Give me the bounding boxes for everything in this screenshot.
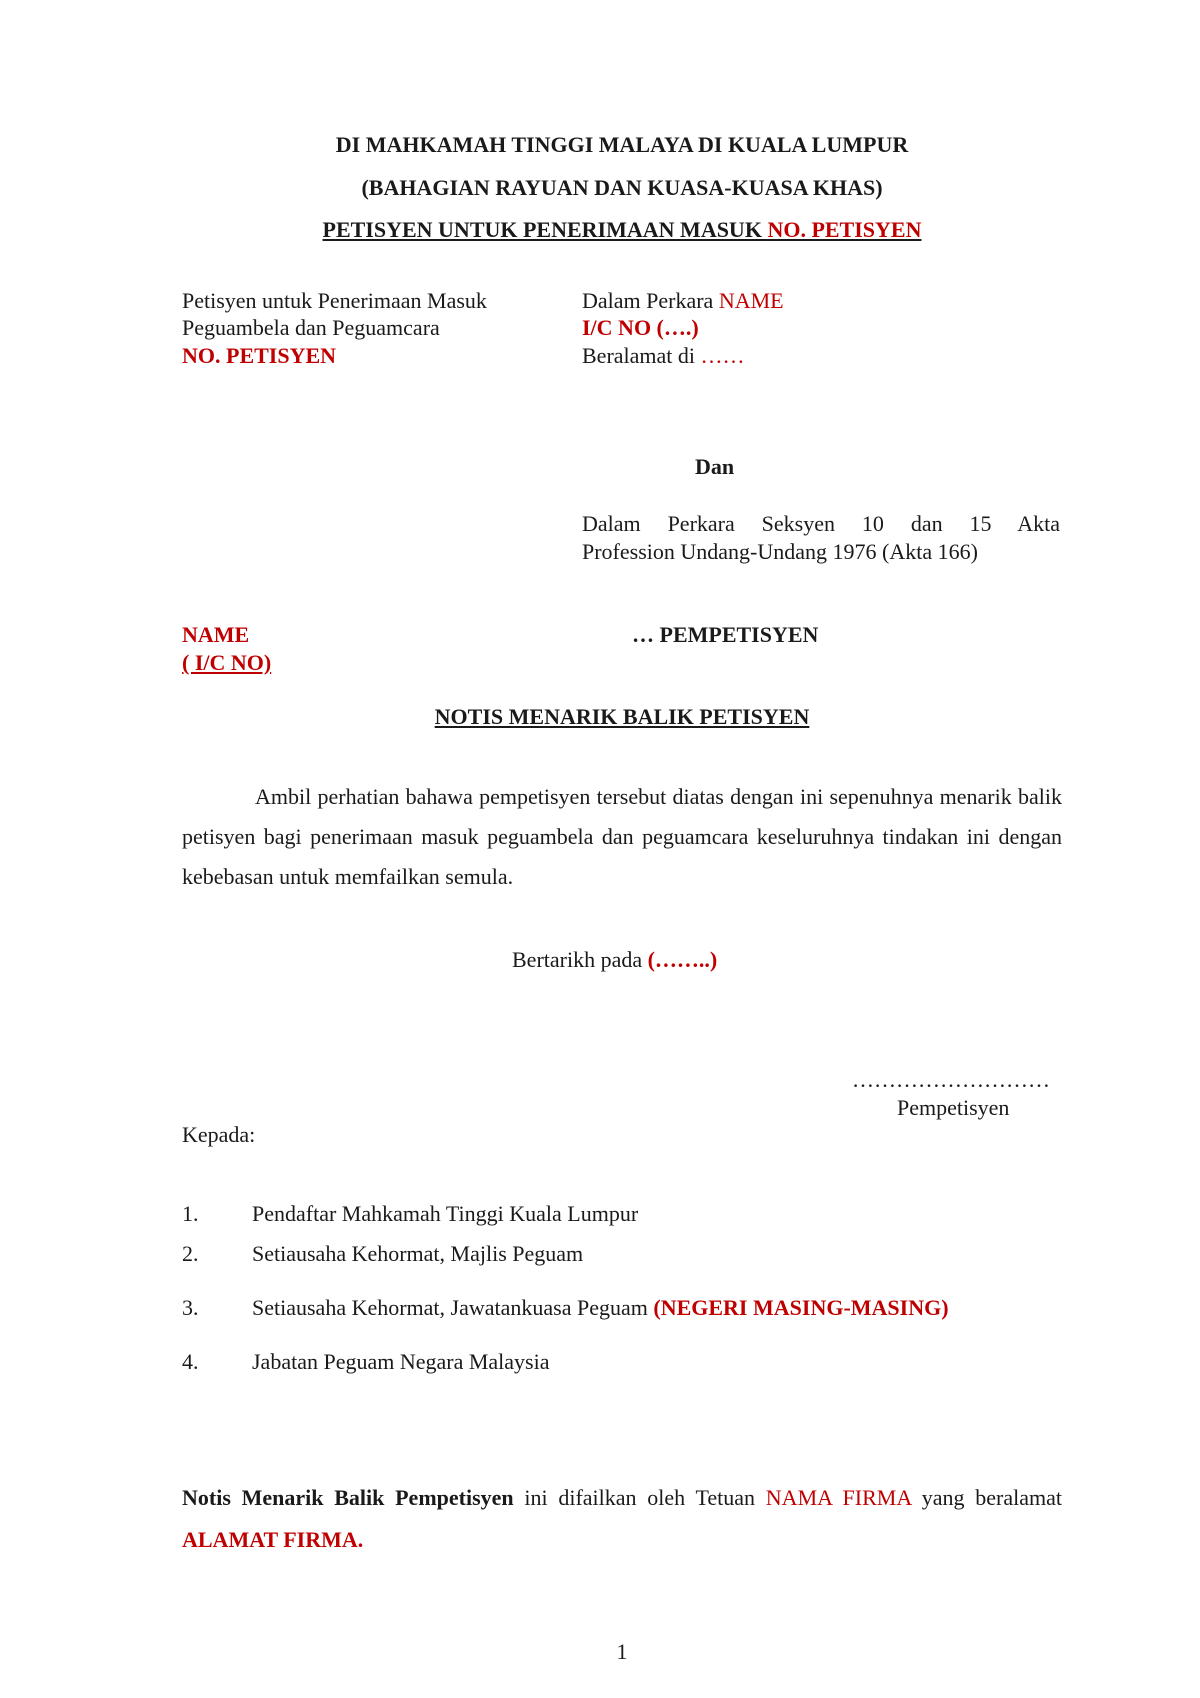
notice-body: Ambil perhatian bahawa pempetisyen tersebut diatas dengan ini sepenuhnya menarik balik petisyen bagi penerimaan masuk peguambela dan peguamcara keseluruhnya tindakan ini dengan kebebasan untuk memfailkan semula.: [182, 784, 1062, 889]
left-line1: Petisyen untuk Penerimaan Masuk: [182, 288, 487, 313]
signature-label: Pempetisyen: [897, 1095, 1010, 1120]
dated-line: [512, 946, 717, 974]
address-dots: ……: [700, 343, 745, 368]
address-prefix: Beralamat di: [582, 343, 701, 368]
petition-title-number: NO. PETISYEN: [767, 217, 922, 242]
recipient-note: (NEGERI MASING-MASING): [653, 1295, 949, 1320]
filing-note: [182, 1477, 1062, 1561]
recipient-text: Jabatan Peguam Negara Malaysia: [252, 1349, 550, 1374]
page-number: 1: [616, 1639, 628, 1664]
recipient-text: Pendaftar Mahkamah Tinggi Kuala Lumpur: [252, 1201, 639, 1226]
notice-title: NOTIS MENARIK BALIK PETISYEN: [434, 704, 810, 729]
filing-note-mid2: yang beralamat: [911, 1485, 1062, 1510]
act-line1: Dalam Perkara Seksyen 10 dan 15 Akta: [582, 511, 1060, 536]
left-line2: Peguambela dan Peguamcara: [182, 315, 440, 340]
petitioner-ic-no: ( I/C NO): [182, 650, 272, 675]
right-address-line: [582, 342, 745, 370]
signature-dots: ………………………: [852, 1067, 1050, 1092]
to-label: Kepada:: [182, 1122, 256, 1147]
filing-note-mid: ini difailkan oleh Tetuan: [513, 1485, 766, 1510]
filing-note-bold: Notis Menarik Balik Pempetisyen: [182, 1485, 514, 1510]
court-heading: DI MAHKAMAH TINGGI MALAYA DI KUALA LUMPUR: [335, 132, 909, 157]
petition-title: [0, 216, 1200, 244]
right-ic-no: I/C NO (….): [582, 315, 699, 340]
left-petition-no: NO. PETISYEN: [182, 343, 337, 368]
recipient-text-main: Setiausaha Kehormat, Jawatankuasa Peguam: [252, 1295, 654, 1320]
right-matter-line: [582, 287, 784, 315]
recipient-number: 1.: [182, 1201, 199, 1226]
dated-value: (……..): [647, 947, 718, 972]
petitioner-role: … PEMPETISYEN: [632, 622, 819, 647]
petitioner-name: NAME: [182, 622, 250, 647]
recipient-number: 3.: [182, 1295, 199, 1320]
matter-prefix: Dalam Perkara: [582, 288, 719, 313]
recipient-number: 4.: [182, 1349, 199, 1374]
act-line2: Profession Undang-Undang 1976 (Akta 166): [582, 539, 978, 564]
recipient-text: [252, 1294, 949, 1322]
firm-address: ALAMAT FIRMA.: [182, 1527, 364, 1552]
and-word: Dan: [695, 454, 735, 479]
dated-prefix: Bertarikh pada: [512, 947, 648, 972]
division-heading: (BAHAGIAN RAYUAN DAN KUASA-KUASA KHAS): [361, 175, 883, 200]
recipient-number: 2.: [182, 1241, 199, 1266]
recipient-text: Setiausaha Kehormat, Majlis Peguam: [252, 1241, 584, 1266]
matter-name: NAME: [718, 288, 784, 313]
petition-title-text: PETISYEN UNTUK PENERIMAAN MASUK: [322, 217, 768, 242]
firm-name: NAMA FIRMA: [765, 1485, 912, 1510]
